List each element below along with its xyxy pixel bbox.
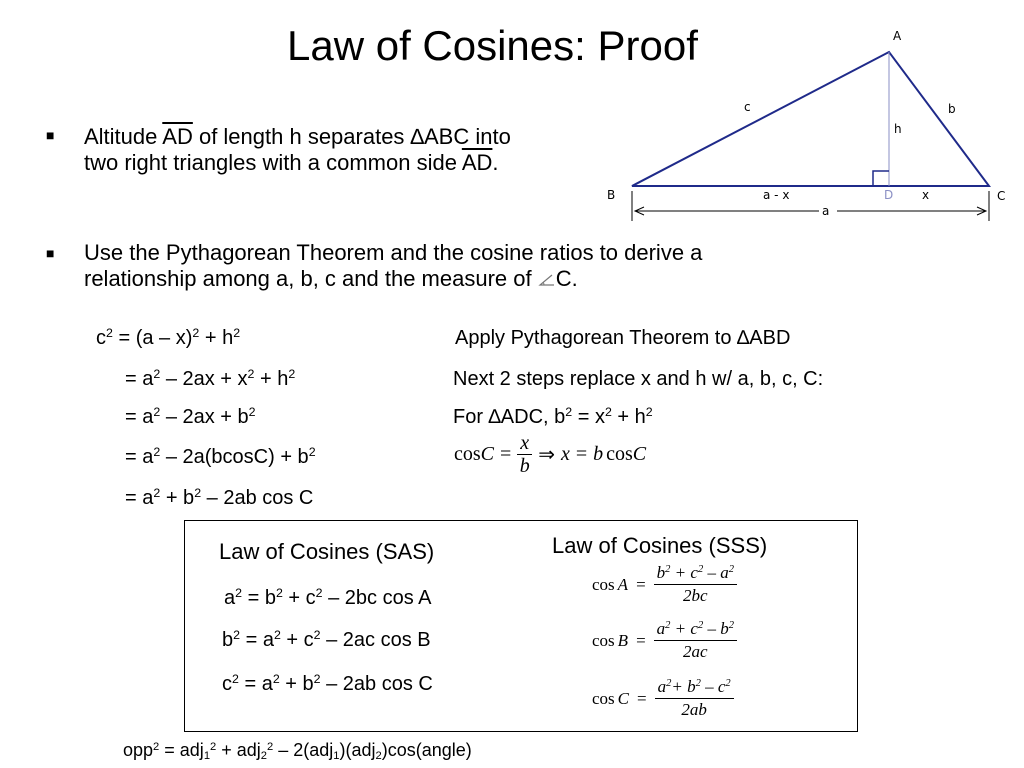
sss-formula-a: cos A = $\frac{b^2 + c^2 - a^2}{2bc}$ <box>592 562 737 607</box>
derivation-note-1: Apply Pythagorean Theorem to ∆ABD <box>455 327 791 349</box>
derivation-step-2: = $a^2 - 2ax + x^2 + h^2$ <box>125 367 296 390</box>
bullet-text: Use the Pythagorean Theorem and the cosine ratios to derive a <box>84 240 703 265</box>
side-label-c: c <box>744 100 751 114</box>
altitude-label-h: h <box>894 122 902 136</box>
vertex-label-a: A <box>893 29 902 43</box>
triangle-diagram <box>600 25 1024 225</box>
bullet-marker: ■ <box>46 127 55 143</box>
segment-ad: $\overline{AD}$ <box>162 124 193 149</box>
base-label-a: a <box>822 204 830 218</box>
sss-formula-c: cos C = $\frac{a^2+ b^2 - c^2}{2ab}$ <box>592 676 734 721</box>
sss-title: Law of Cosines (SSS) <box>552 533 768 558</box>
general-formula: opp$^2$ = adj$_1^2$ + adj$_2^2$ – 2(adj$_1$)(adj$_2$)cos(angle) <box>123 740 472 762</box>
vertex-label-c: C <box>997 189 1006 203</box>
derivation-note-3: For ∆ADC, $b^2 = x^2 + h^2$ <box>453 405 653 428</box>
bullet-text: Altitude <box>84 124 163 149</box>
foot-label-d: D <box>884 188 894 202</box>
sss-formula-b: cos B = $\frac{a^2 + c^2 - b^2}{2ac}$ <box>592 618 737 663</box>
angle-icon <box>538 273 556 287</box>
triangle-abc <box>632 52 989 186</box>
bullet-text: . <box>492 150 499 175</box>
bullet-text: relationship among a, b, c and the measure of <box>84 266 538 291</box>
derivation-step-1: $c^2 = (a - x)^2 + h^2$ <box>96 326 241 349</box>
vertex-label-b: B <box>607 188 616 202</box>
bullet-text: two right triangles with a common side <box>84 150 462 175</box>
bullet-pythagorean <box>84 240 702 292</box>
bullet-text: C. <box>555 266 578 291</box>
segment-label-bd: a - x <box>763 188 790 202</box>
bullet-text: of length h separates ∆ABC into <box>192 124 511 149</box>
segment-ad: $\overline{AD}$ <box>461 150 493 175</box>
bullet-marker: ■ <box>46 245 55 261</box>
side-label-b: b <box>948 102 956 116</box>
bullet-altitude <box>84 124 511 176</box>
cosine-ratio-formula: cos C = $\frac{x}{b}$ ⇒ x = b cos C <box>454 432 647 477</box>
sas-equation-a: $a^2 = b^2 + c^2 - 2bc$ cos A <box>224 586 432 609</box>
right-angle-mark <box>873 171 889 186</box>
derivation-step-4: = $a^2 - 2a(bcosC) + b^2$ <box>125 445 316 468</box>
derivation-note-2: Next 2 steps replace x and h w/ a, b, c, C: <box>453 368 824 390</box>
sas-equation-b: $b^2 = a^2 + c^2 - 2ac$ cos B <box>222 628 431 651</box>
sas-title: Law of Cosines (SAS) <box>219 539 435 564</box>
segment-label-dc: x <box>922 188 930 202</box>
derivation-step-3: = $a^2 - 2ax + b^2$ <box>125 405 256 428</box>
derivation-step-5: = $a^2 + b^2 - 2ab$ cos C <box>125 486 314 509</box>
sas-equation-c: $c^2 = a^2 + b^2 - 2ab$ cos C <box>222 672 433 695</box>
